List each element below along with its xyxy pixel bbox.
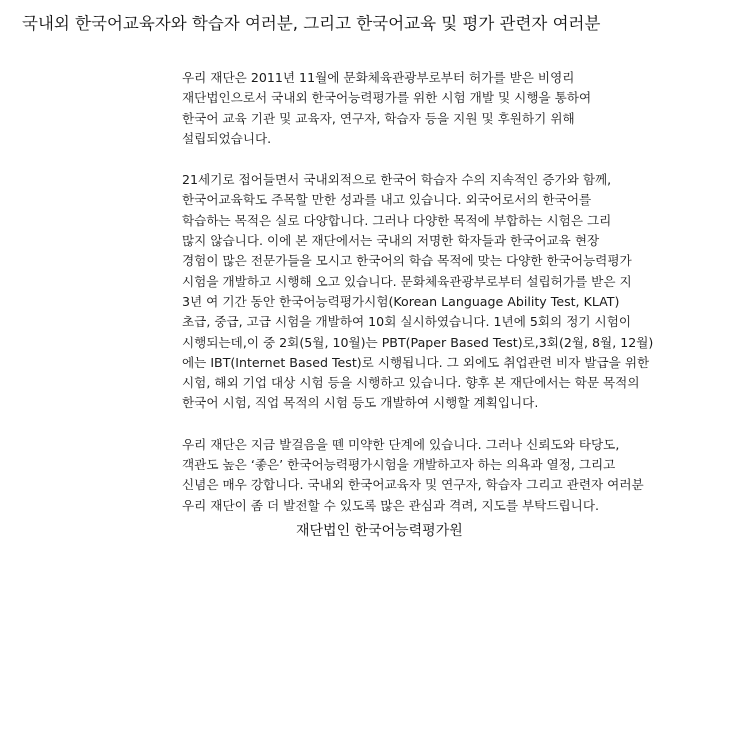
- text-line: 객관도 높은 ‘좋은’ 한국어능력평가시험을 개발하고자 하는 의욕과 열정, 그리고: [182, 457, 616, 473]
- paragraph-introduction: [182, 68, 702, 149]
- signature: 재단법인 한국어능력평가원: [296, 523, 463, 539]
- paragraph-closing: [182, 435, 702, 516]
- text-line: 많지 않습니다. 이에 본 재단에서는 국내의 저명한 학자들과 한국어교육 현장: [182, 233, 600, 249]
- text-line: 에는 IBT(Internet Based Test)로 시행됩니다. 그 외에도 취업관련 비자 발급을 위한: [182, 354, 650, 370]
- text-line: 시행되는데,이 중 2회(5월, 10월)는 PBT(Paper Based Test)로,3회(2월, 8월, 12월): [182, 334, 654, 350]
- text-line: 우리 재단이 좀 더 발전할 수 있도록 많은 관심과 격려, 지도를 부탁드립니다.: [182, 497, 600, 513]
- page-title: 국내외 한국어교육자와 학습자 여러분, 그리고 한국어교육 및 평가 관련자 여러분: [22, 14, 601, 33]
- text-line: 3년 여 기간 동안 한국어능력평가시험(Korean Language Ability Test, KLAT): [182, 293, 620, 309]
- text-line: 한국어 교육 기관 및 교육자, 연구자, 학습자 등을 지원 및 후원하기 위해: [182, 110, 575, 126]
- text-line: 재단법인으로서 국내외 한국어능력평가를 위한 시험 개발 및 시행을 통하여: [182, 90, 592, 106]
- text-line: 시험, 해외 기업 대상 시험 등을 시행하고 있습니다. 향후 본 재단에서는 학문 목적의: [182, 375, 640, 391]
- text-line: 경험이 많은 전문가들을 모시고 한국어의 학습 목적에 맞는 다양한 한국어능력평가: [182, 253, 632, 269]
- message-body: [182, 68, 702, 537]
- text-line: 한국어교육학도 주목할 만한 성과를 내고 있습니다. 외국어로서의 한국어를: [182, 192, 592, 208]
- text-line: 우리 재단은 지금 발걸음을 뗀 미약한 단계에 있습니다. 그러나 신뢰도와 타당도,: [182, 436, 620, 452]
- text-line: 설립되었습니다.: [182, 130, 272, 146]
- text-line: 시험을 개발하고 시행해 오고 있습니다. 문화체육관광부로부터 설립허가를 받은 지: [182, 273, 632, 289]
- text-line: 초급, 중급, 고급 시험을 개발하여 10회 실시하였습니다. 1년에 5회의 정기 시험이: [182, 314, 632, 330]
- text-line: 우리 재단은 2011년 11월에 문화체육관광부로부터 허가를 받은 비영리: [182, 70, 575, 85]
- paragraph-background: [182, 170, 702, 414]
- text-line: 신념은 매우 강합니다. 국내외 한국어교육자 및 연구자, 학습자 그리고 관련자 여러분: [182, 477, 644, 493]
- text-line: 한국어 시험, 직업 목적의 시험 등도 개발하여 시행할 계획입니다.: [182, 395, 539, 411]
- text-line: 21세기로 접어들면서 국내외적으로 한국어 학습자 수의 지속적인 증가와 함께,: [182, 172, 612, 188]
- text-line: 학습하는 목적은 실로 다양합니다. 그러나 다양한 목적에 부합하는 시험은 그리: [182, 212, 612, 228]
